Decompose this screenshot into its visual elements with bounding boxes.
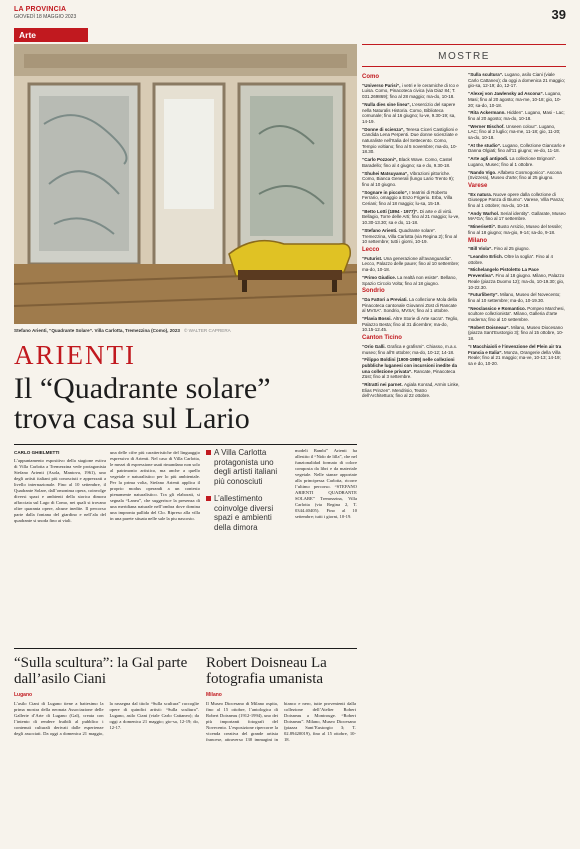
issue-date: GIOVEDÌ 18 MAGGIO 2023 [14,14,77,20]
listing-entry-name: “Orio Galli. [362,343,388,349]
listing-entry-details: Milano, Museo Diocesano (piazza Sant’Eustorgio 3); fino al 15 ottobre, 10-18. [468,324,564,342]
listing-entry-details: Unseen colour”. Lugano, LAC; fino al 2 luglio; ma-me, 11-18; gio, 11-20; sa-do, 10-18. [468,123,561,141]
listing-entry [468,325,566,342]
article-pullquotes [206,448,290,540]
listing-entry-details: Fino al 18 giugno. Milano, Palazzo Reale (piazza Duomo 12); ma-do, 10-19.30; gio, 10-22.30. [468,273,565,290]
article-byline: CARLO GHIELMETTI [14,450,60,455]
listing-entry-name: “Minerisetti”. [468,224,498,230]
listing-city-heading: Varese [468,182,488,189]
story-doisneau-location: Milano [206,692,222,698]
listing-entry [362,275,460,286]
listing-entry [362,344,460,355]
listing-entry [468,246,566,252]
listing-entry-name: “Sognare in piccolo”, [362,189,410,195]
listing-entry-details: Busto Arsizio, Museo del tessile; fino al 18 giugno; ma-gio, 9-14; sa-do, 9-18. [468,224,563,235]
newspaper-name: LA PROVINCIA [14,6,67,13]
listing-entry-details: Lugano, asilo Ciani (viale Carlo Cattaneo); da oggi a domenica 21 maggio; gio-sa, 12-19; do, 12-17. [468,72,566,89]
listing-entry-details: Pompeo Marchesi, scultore collezionista”. Milano, Galleria d’arte moderna; fino al 10 settembre. [468,305,565,323]
listing-entry [468,306,566,323]
listing-entry-details: Rancate, Pinacoteca Züst; fino al 3 settembre. [362,368,456,380]
listing-entry-name: “Futurliberty”. [468,292,501,298]
listing-entry-details: Nuove opere dalla collezione di Giuseppe Panza di Biumo”. Varese, Villa Panza; fino al 1 ottobre; ma-do, 10-18. [468,191,565,209]
listing-entry [468,192,566,209]
listing-entry-name: “Filippo Boldini (1900-1989) nelle collezioni pubbliche luganesi con incursioni inedite da una collezione privata”. [362,357,458,374]
listing-entry-details: Quadrante solare”. Tremezzina, Villa Carlotta (via Regina 2); fino al 10 settembre; tutti i giorni, 10-19. [362,227,458,245]
listing-entry-name: “Michelangelo Pistoletto La Pace Preventiva”. [468,267,539,279]
listing-entry-name: “Flavia Bossi. [362,316,394,322]
listing-entry-name: “Alexej von Jawlensky ad Ascona”. [468,91,546,97]
caption-text: Stefano Arienti, “Quadrante Solare”. Villa Carlotta, Tremezzina (Como), 2023 [14,328,180,333]
listing-entry-details: Agiala Konrad, Armin Linke, Elias Prinzen”. Mendrisio, Teatro dell’Architettura; fino al 22 ottobre. [362,382,460,399]
listing-entry-name: “Shuhei Matsuyama”, [362,170,410,176]
listing-entry-details: Serial identity”. Gallarate, Museo MA*GA; fino al 17 settembre. [468,210,566,222]
listing-entry-name: “Robert Doisneau”. [468,324,512,330]
story-doisneau-title: Robert Doisneau La fotografia umanista [206,655,327,687]
listing-entry [362,256,460,273]
listing-entry [468,72,566,89]
mostre-listings [362,44,566,839]
listing-entry-details: La collezione Brignoni”. Lugano, Musec; fino al 1 ottobre. [468,156,557,167]
listing-entry-details: Di arte e di virtù. Bellagio, Torre delle Arti; fino al 21 maggio; lu-ve, 10.30-13.30; sa e do, 11-18. [362,208,460,226]
listing-entry-details: L’esercizio del sapere nella Naturalis Historia. Como, Biblioteca comunale; fino al 16 giugno; lu-ve, 9.30-19; sa, 14-19. [362,101,456,124]
listing-entry-name: “Werner Bischof. [468,123,506,129]
listing-entry-name: “Universo Parisi”, [362,82,402,88]
listing-entry [362,316,460,333]
section-label: Arte [14,28,88,42]
listing-entry-details: Black Wave. Como, Castel Baradello; fino al 4 giugno; sa e do, 9.30-18. [362,157,453,168]
photo-caption [14,328,357,333]
listing-entry-details: Una generazione all’avanguardia”. Lecco, Palazzo delle paure; fino al 10 settembre; ma-do, 10-18. [362,255,460,273]
listing-entry-details: Fino al 25 giugno. [493,246,530,252]
mostre-column-right [468,72,566,837]
listing-entry [362,297,460,314]
listing-entry-details: Grafica e grafismi”. Chiasso, m.a.x. museo; fino all’8 ottobre; ma-do, 10-12; 14-18. [362,343,458,355]
listing-entry-details: Alfabeto Cosmogonico”. Ascona (Svizzera), Museo d’arte; fino al 25 giugno. [468,169,562,181]
story-doisneau-body [206,701,356,839]
article-text-1: L’appuntamento espositivo della stagione estiva di Villa Carlotta a Tremezzina vede protagonista Stefano Arienti (Asola, Mantova, 1961), uno degli artisti italiani più conosciuti e apprezzati a livello internazionale. Fino al 10 settembre, il Quadrante Solare, dall’omonima opera, coinvolge diversi spazi e ambienti della storica dimora affacciata sul Lago di Como, nei quali si trovano oltre quaranta opere, alcune inedite. Il percorso parte dalla fontana del giardino e nell’ala del quadrante si snoda fino ai viali. [14,458,106,523]
listing-entry [362,127,460,156]
listing-entry-details: Oltre la soglia”. Fino al 4 ottobre. [468,253,554,265]
listing-entry-name: “Primo Giudice. [362,274,398,280]
listing-entry-name: “I Macchiaioli e l’invenzione del Plein air tra Francia e Italia”. [468,343,562,355]
listing-entry-name: “Betto Lotti (1894 - 1977)”. [362,208,420,214]
listing-entry-details: I teatrini di Roberto Ferrario, omaggio a Enzo Frigerio. Erba, Villa Ceriani; fino al 18 maggio; lu-sa, 15-19. [362,189,453,207]
article-column-2 [110,450,200,643]
listing-entry-name: “At the studio”. [468,142,503,148]
listing-entry-details: Lugano, Masi; fino al 20 agosto; ma-me, 10-18; gio, 10-20; sa-do, 10-18. [468,91,562,108]
listing-entry [362,228,460,245]
story-doisneau-text: Il Museo Diocesano di Milano ospita, fino al 15 ottobre, l’antologica di Robert Doisneau (1912-1994), uno dei più importanti fotografi del Novecento. L’esposizione ripercorre la vicenda creativa del grande artista francese, attraverso 130 immagini in bianco e nero, tutte provenienti dalla collezione dell’Atelier Robert Doisneau a Montrouge. “Robert Doisneau”. Milano, Museo Diocesano (piazza Sant’Eustorgio 3; T. 02.89420019), fino al 15 ottobre, 10-18. [206,701,356,742]
listing-entry-name: “Ex natura. [468,191,494,197]
listing-entry [362,382,460,399]
pullquote-1: A Villa Carlotta protagonista uno degli artisti italiani più conosciuti [206,448,290,486]
listing-entry-details: Lugano, Collezione Giancarlo e Danna Olgiati; fino all’11 giugno; ve-do, 11-18. [468,142,566,154]
listing-entry-name: “Stefano Arienti. [362,227,399,233]
listing-entry [468,224,566,235]
listing-entry [468,344,566,367]
listing-entry [362,83,460,100]
listing-entry-name: “Arte agli antipodi. [468,156,510,162]
article-text-2: una delle cifre più caratteristiche del linguaggio espressivo di Arienti. Nel caso di Villa Carlotta, le mezzi di espressione usati rimandano non solo al patrimonio artistico, ma anche a quello vegetale e naturalistico per lo più ambientale. Per la prima volta, Stefano Arienti applica il proprio modus operandi a un contesto pienamente naturalistico. Tra gli elaborati, si segnala “Lanea”, che suggerisce la presenza di una meridiana naturale nell’ombra dove domina una impronta pallida del Clo. Ripreso alla villa in una parete situata nelle sale la piu nascosto. [110,450,200,521]
listing-entry-name: “Rita Ackermann. [468,110,507,116]
listing-entry-details: Hidden”. Lugano, Masi - Lac; fino al 20 agosto; ma-do, 10-18. [468,110,565,121]
listing-entry [468,124,566,141]
villa-interior-illustration [14,44,357,324]
listing-entry-details: Altre Storie di Arte sacra”. Teglio, Palazzo Besta; fino al 31 dicembre; ma-do, 10.15-12.45. [362,316,459,333]
story-sulla-scultura-location: Lugano [14,692,33,698]
listing-city-heading: Sondrio [362,288,385,295]
article-photo [14,44,357,324]
listing-entry [468,267,566,290]
listing-entry [362,102,460,125]
listing-entry-details: La collezione Mola della Pinacoteca cantonale Giovanni Züst di Rancate al MVSA”. Sondrio, MVSA; fino al 1 ottobre. [362,296,458,314]
listing-entry [362,157,460,168]
story-sulla-scultura-body [14,701,199,839]
listing-entry-name: “Nando Vigo. [468,169,498,175]
photo-credit: © WALTER CAPRERA [183,328,231,333]
listing-entry [468,143,566,154]
listing-entry-details: i vetri e le ceramiche di Ico e Luisa. Como, Pinacoteca civica (via Diaz 84; T. 031.269869); fino al 28 maggio; ma-do, 10-18. [362,82,459,100]
listing-entry [362,357,460,380]
page-number: 39 [551,7,566,22]
listing-entry [468,91,566,108]
listing-entry-name: “Andy Warhol. [468,210,501,216]
listing-city-heading: Milano [468,237,487,244]
article-headline [14,374,357,434]
listing-entry [468,211,566,222]
listing-city-heading: Lecco [362,246,380,253]
divider [14,648,357,649]
listing-entry-name: “Donne di scienza”, [362,126,406,132]
listing-entry [362,190,460,207]
listing-entry-name: “Nulla dies sine linea”, [362,101,413,107]
article-info-column [295,448,357,643]
listing-entry [468,156,566,167]
listing-city-heading: Canton Ticino [362,335,402,342]
listing-entry [468,292,566,303]
listing-entry-details: La realtà non esiste”. Bellano, Spazio Circolo Volta; fino al 18 giugno. [362,274,457,286]
listing-entry [468,110,566,121]
listing-entry-name: “Bill Viola”. [468,246,494,252]
listing-entry-details: Vibrazioni pittoriche. Como, Bianca Generali (lungo Lario Trento 9); fino al 10 giugno. [362,170,455,187]
listing-entry-name: “Da Fattori a Previati. [362,296,410,302]
listing-entry-name: “Ritratti nei parnet. [362,382,405,388]
headline-line-2: trova casa sul Lario [14,402,250,435]
listing-entry-name: “Neoclassico e Romantico. [468,305,528,311]
headline-line-1: Il “Quadrante solare” [14,372,271,405]
article-column-1 [14,458,106,643]
mostre-title: MOSTRE [362,44,566,67]
listing-city-heading: Como [362,74,379,80]
listing-entry-name: “Futurist. [362,255,384,261]
divider [14,444,357,445]
pullquote-2: L’allestimento coinvolge diversi spazi e ambienti della dimora [206,494,290,532]
mostre-column-left [362,72,460,837]
listing-entry-details: Teresa Ciceri Castiglioni e Candida Lena Perpenti. Due donne scienziate e naturaliste nell’Italia del Settecento. Como, Tempio voltiano; fino al 5 novembre; ma-do, 10-18.30. [362,126,458,155]
article-kicker: ARIENTI [14,340,136,370]
listing-entry [362,171,460,188]
page-header [14,6,566,32]
listing-entry-name: “Leandro Erlich. [468,253,505,259]
article-info-text: modeli Bambi” Arienti ha allestito il “Nido de lilla”, che nel funzionalidad formato di colore composta da libri e da materiale vegetale. Nelle stanze apportate alla principessa Carlotta, ricorre l’ultimo percorso. “STEFANO ARIENTI QUADRANTE SOLARE” Tremezzina, Villa Carlotta (via Regina 2, T. 0344.40405). Fino al 10 settembre; tutti i giorni, 10-19. [295,448,357,519]
story-sulla-scultura-text: L’asilo Ciani di Lugano tiene a battesimo la prima mostra della neonata Associazione delle Gallerie d’Arte di Lugano (Gal), creata con l’intento di rendere fruibili al pubblico i contenuti culturali derivati dalle esperienze degli associati. Da oggi a domenica 21 maggio, la rassegna dal titolo “Sulla scultura” raccoglie opere di quindici artisti: “Sulla scultura”. Lugano, asilo Ciani (viale Carlo Cattaneo); da oggi a domenica 21 maggio; gio-sa, 12-19; do, 12-17. [14,701,199,736]
listing-entry-name: “Sulla scultura”. [468,72,505,77]
story-sulla-scultura-title: “Sulla scultura”: la Gal parte dall’asilo Ciani [14,655,188,687]
listing-entry [362,209,460,226]
listing-entry [468,254,566,265]
listing-entry-details: Monza, Orangerie della Villa Reale; fino al 21 maggio; ma-ve, 10-13; 14-19; sa e do, 10-20. [468,349,561,366]
listing-entry [468,170,566,181]
listing-entry-details: Milano, Museo del Novecento; fino al 10 settembre; ma-do, 10-19.30. [468,292,561,303]
listing-entry-name: “Carlo Pozzoni”, [362,157,399,163]
